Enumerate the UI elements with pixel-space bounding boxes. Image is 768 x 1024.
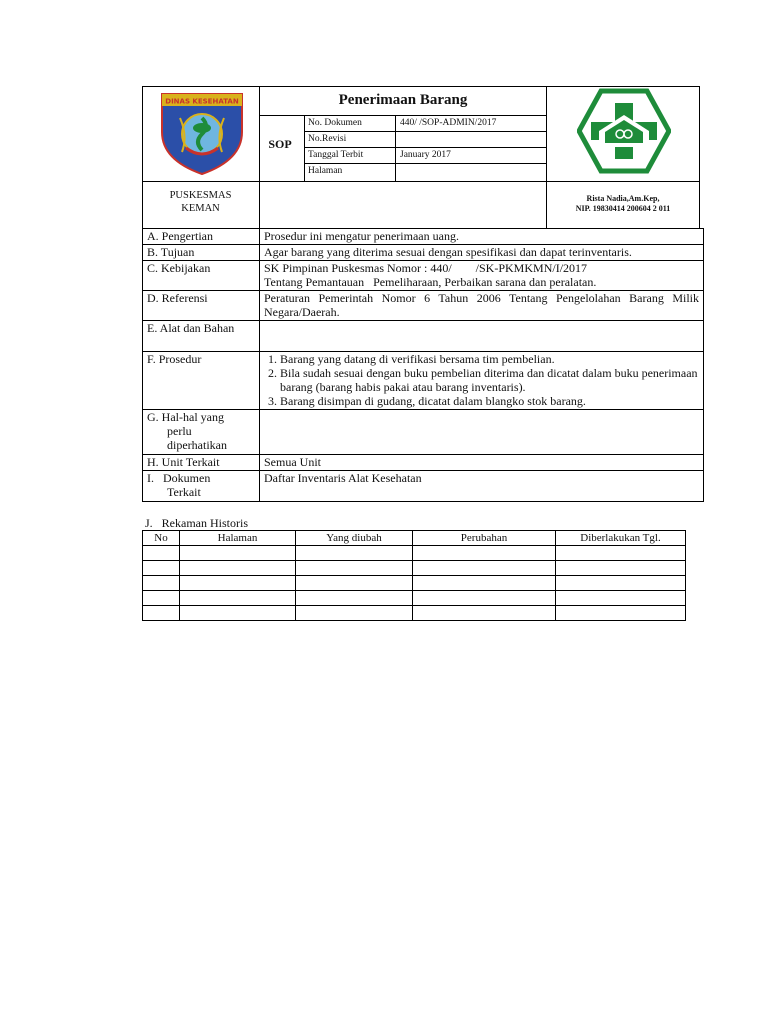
header-divider [304,131,546,132]
organization-line: PUSKESMAS [169,190,232,201]
procedure-step: 1. Barang yang datang di verifikasi bersama tim pembelian. [280,352,699,366]
header-divider [304,147,546,148]
table-header-row [143,531,686,546]
table-row [143,321,704,352]
section-content: Agar barang yang diterima sesuai dengan spesifikasi dan dapat terinventaris. [260,245,704,261]
table-row [143,229,704,245]
revision-label: No.Revisi [308,134,347,144]
column-header: Yang diubah [296,531,413,546]
section-label [143,471,260,502]
section-content [260,410,704,455]
procedure-step: 3. Barang disimpan di gudang, dicatat dalam blangko stok barang. [280,394,699,408]
procedure-step: 2. Bila sudah sesuai dengan buku pembelian diterima dan dicatat dalam buku penerimaan barang (barang habis pakai atau barang inventaris). [280,366,699,394]
section-label-line: I. Dokumen [147,471,211,485]
signer-nip: NIP. 19830414 200604 2 011 [575,204,671,213]
section-label: H. Unit Terkait [143,455,260,471]
table-row [143,606,686,621]
svg-text:DINAS KESEHATAN: DINAS KESEHATAN [165,97,239,106]
table-row [143,471,704,502]
header-divider [395,115,396,181]
section-label: E. Alat dan Bahan [143,321,260,352]
table-row [143,261,704,291]
policy-line: SK Pimpinan Puskesmas Nomor : 440/ /SK-PKMKMN/I/2017 [264,261,588,275]
issue-date-value: January 2017 [400,150,451,160]
table-row [143,291,704,321]
section-content: Daftar Inventaris Alat Kesehatan [260,471,704,502]
sop-label: SOP [268,137,292,151]
table-row [143,546,686,561]
organization-line: KEMAN [181,203,220,214]
policy-line: Tentang Pemantauan Pemeliharaan, Perbaikan sarana dan peralatan. [264,275,597,289]
header-divider [304,115,305,181]
document-title: Penerimaan Barang [338,92,468,108]
table-row [143,455,704,471]
table-row [143,576,686,591]
table-row [143,245,704,261]
header-divider [304,163,546,164]
table-row [143,591,686,606]
header-divider [259,115,546,116]
history-table [142,530,686,621]
header-divider [142,181,700,182]
column-header: Diberlakukan Tgl. [556,531,686,546]
column-header: Halaman [180,531,296,546]
section-content: Peraturan Pemerintah Nomor 6 Tahun 2006 Tentang Pengelolahan Barang Milik Negara/Daerah. [260,291,704,321]
section-content [260,261,704,291]
section-label [143,410,260,455]
signer-name: Rista Nadia,Am.Kep, [586,194,660,203]
section-label-line: perlu [167,424,192,438]
column-header: No [143,531,180,546]
section-content [260,321,704,352]
regional-emblem-logo [158,88,246,176]
table-row [143,410,704,455]
section-label: C. Kebijakan [143,261,260,291]
section-label-line: G. Hal-hal yang [147,410,224,424]
section-content: Prosedur ini mengatur penerimaan uang. [260,229,704,245]
section-label: B. Tujuan [143,245,260,261]
column-header: Perubahan [413,531,556,546]
section-label: A. Pengertian [143,229,260,245]
section-label-line: diperhatikan [167,438,227,452]
section-label: F. Prosedur [143,352,260,410]
section-label: D. Referensi [143,291,260,321]
issue-date-label: Tanggal Terbit [308,150,364,160]
history-title: J. Rekaman Historis [145,516,248,530]
puskesmas-logo [577,87,671,175]
doc-number-label: No. Dokumen [308,118,362,128]
procedure-list [264,352,699,408]
table-row [143,352,704,410]
section-label-line: Terkait [167,485,201,499]
table-row [143,561,686,576]
signature-block [546,194,700,214]
sop-content-table [142,228,704,502]
section-content: Semua Unit [260,455,704,471]
doc-number-value: 440/ /SOP-ADMIN/2017 [400,118,497,128]
organization-name [142,189,259,215]
page-label: Halaman [308,166,343,176]
section-content [260,352,704,410]
